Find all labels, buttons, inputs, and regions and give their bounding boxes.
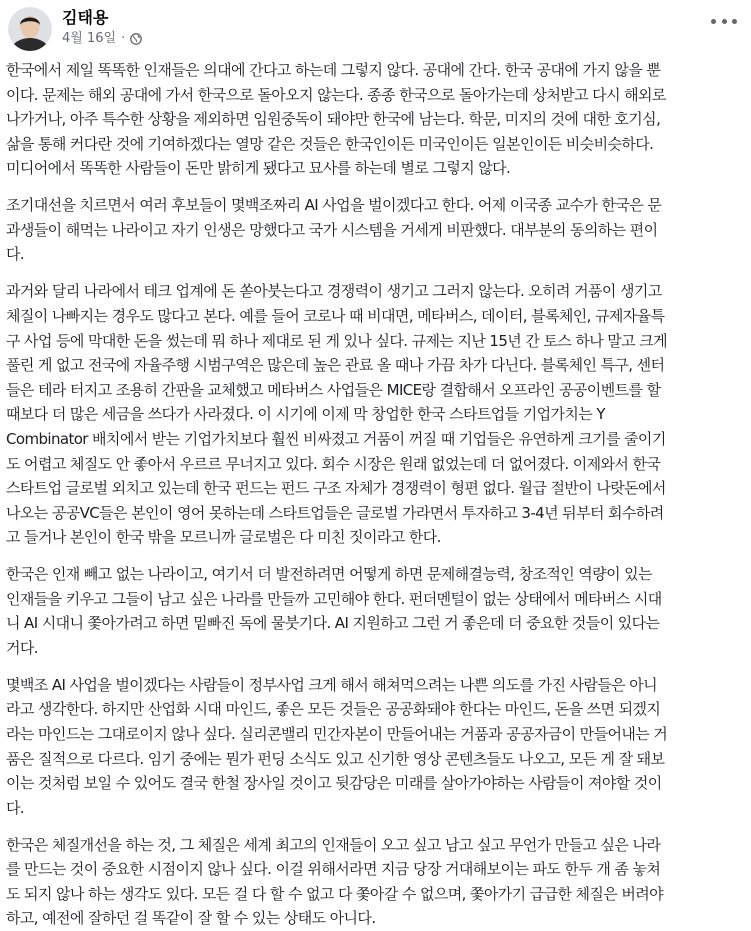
post-paragraph: 한국은 체질개선을 하는 것, 그 체질은 세계 최고의 인재들이 오고 싶고 남고 싶고 무언가 만들고 싶은 나라 를 만드는 것이 중요한 시점이지 않나 싶다. 이걸 위해서라면 지금 당장 거대해보이는 파도 한두 개 좀 놓쳐 도 되지 않나 하는 생각도 있다. 모든 걸 다 할 수 없고 다 쫓아갈 수 없으며, 쫓아가기 급급한 체질은 버려야 하고, 예전에 잘하던 걸 똑같이 잘 할 수 있는 상태도 아니다. <box>6 835 664 928</box>
post-body <box>6 58 741 931</box>
avatar[interactable] <box>8 7 52 51</box>
avatar-photo <box>8 7 52 51</box>
more-options-icon[interactable] <box>711 14 737 28</box>
header-text <box>62 6 142 48</box>
more-dot <box>732 19 737 24</box>
post-meta <box>62 30 142 48</box>
post-paragraph: 한국은 인재 빼고 없는 나라이고, 여기서 더 발전하려면 어떻게 하면 문제해결능력, 창조적인 역량이 있는 인재들을 키우고 그들이 남고 싶은 나라를 만들까 고민해야 한다. 펀더멘털이 없는 상태에서 메타버스 시대 니 AI 시대니 쫓아가려고 하면 밑빠진 독에 물붓기다. AI 지원하고 그런 거 좋은데 더 중요한 것들이 있다는 거다. <box>6 565 662 657</box>
more-dot <box>722 19 727 24</box>
author-name[interactable]: 김태용 <box>62 8 109 27</box>
post-paragraph: 조기대선을 치르면서 여러 후보들이 몇백조짜리 AI 사업을 벌이겠다고 한다. 어제 이국종 교수가 한국은 문 과생들이 해먹는 나라이고 자기 인생은 망했다고 국가 시스템을 거세게 비판했다. 대부분의 동의하는 편이 다. <box>6 196 662 264</box>
post-paragraph: 과거와 달리 나라에서 테크 업계에 돈 쏟아붓는다고 경쟁력이 생기고 그러지 않는다. 오히려 거품이 생기고 체질이 나빠지는 경우도 많다고 본다. 예를 들어 코로나 때 비대면, 메타버스, 데이터, 블록체인, 규제자율특 구 사업 등에 막대한 돈을 썼는데 뭐 하나 제대로 된 게 있나 싶다. 규제는 지난 15년 간 토스 하나 말고 크게 풀린 게 없고 전국에 자율주행 시범구역은 많은데 높은 관료 올 때나 가끔 차가 다닌다. 블록체인 특구, 센터 들은 테라 터지고 조용히 간판을 교체했고 메타버스 사업들은 MICE랑 결합해서 오프라인 공공이벤트를 할 때보다 더 많은 세금을 쓰다가 사라졌다. 이 시기에 이제 막 창업한 한국 스타트업들 기업가치는 Y Combinator 배치에서 받는 기업가치보다 훨씬 비싸졌고 거품이 꺼질 때 기업들은 유연하게 크기를 줄이기 도 어렵고 체질도 안 좋아서 우르르 무너지고 있다. 회수 시장은 원래 없었는데 더 없어졌다. 이제와서 한국 스타트업 글로벌 외치고 있는데 한국 펀드는 펀드 구조 자체가 경쟁력이 형편 없다. 월급 절반이 나랏돈에서 나오는 공공VC들은 본인이 영어 못하는데 스타트업들은 글로벌 가라면서 투자하고 3-4년 뒤부터 회수하려 고 들거나 본인이 한국 밖을 모르니까 글로벌은 다 미친 짓이라고 한다. <box>6 282 668 547</box>
globe-icon[interactable] <box>130 33 142 45</box>
post-date[interactable]: 4월 16일 <box>62 31 117 46</box>
more-dot <box>711 19 716 24</box>
post-paragraph: 한국에서 제일 똑똑한 인재들은 의대에 간다고 하는데 그렇지 않다. 공대에 간다. 한국 공대에 가지 않을 뿐 이다. 문제는 해외 공대에 가서 한국으로 돌아오지 않는다. 종종 한국으로 돌아가는데 상처받고 다시 해외로 나가거나, 아주 특수한 상황을 제외하면 임원중독이 돼야만 한국에 남는다. 학문, 미지의 것에 대한 호기심, 삶을 통해 커다란 것에 기여하겠다는 열망 같은 것들은 한국인이든 미국인이든 일본인이든 비슷비슷하다. 미디어에서 똑똑한 사람들이 돈만 밝히게 됐다고 묘사를 하는데 별로 그렇지 않다. <box>6 61 666 178</box>
post-paragraph: 몇백조 AI 사업을 벌이겠다는 사람들이 정부사업 크게 해서 해쳐먹으려는 나쁜 의도를 가진 사람들은 아니 라고 생각한다. 하지만 산업화 시대 마인드, 좋은 모든 것들은 공공화돼야 한다는 마인드, 돈을 쓰면 되겠지 라는 마인드는 그대로이지 않나 싶다. 실리콘밸리 민간자본이 만들어내는 거품과 공공자금이 만들어내는 거 품은 질적으로 다르다. 임기 중에는 뭔가 펀딩 소식도 있고 신기한 영상 콘텐츠들도 나오고, 모든 게 잘 돼보 이는 것처럼 보일 수 있어도 결국 한철 장사일 것이고 뒷감당은 미래를 살아가야하는 사람들이 져야할 것이 다. <box>6 675 668 817</box>
meta-separator: · <box>121 31 126 46</box>
post-header <box>6 0 741 58</box>
